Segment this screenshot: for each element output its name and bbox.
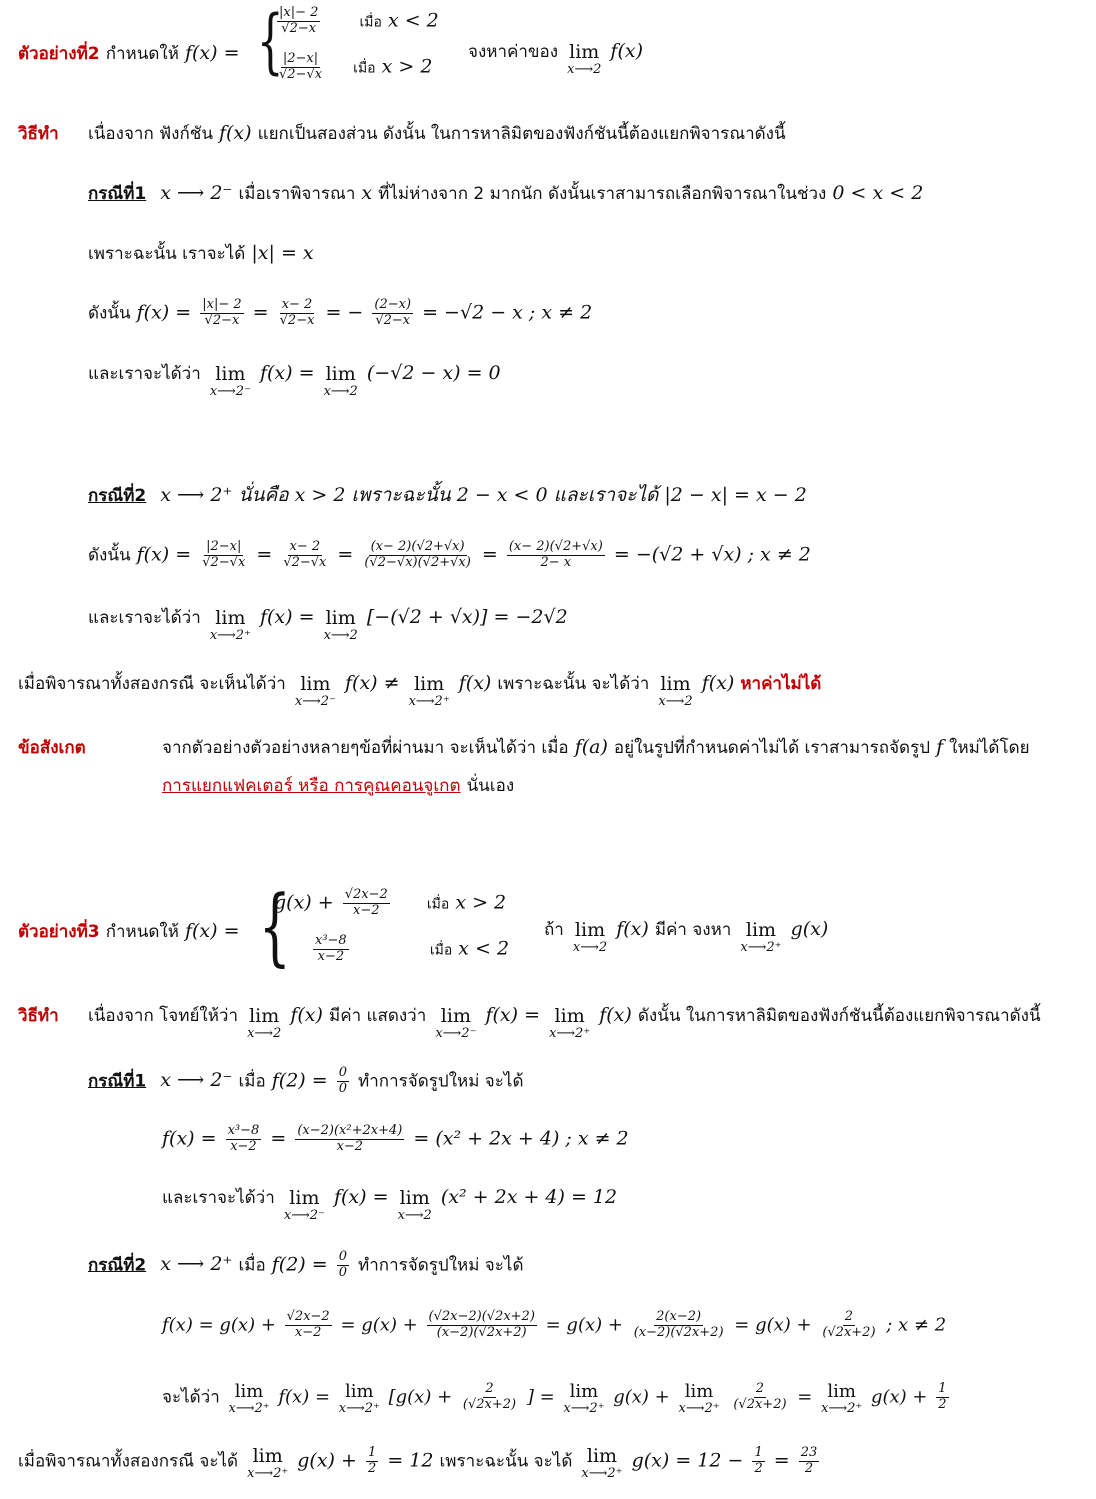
example2-case1-f1-num: |x|− 2: [202, 297, 242, 312]
example3-case1-e2-den: x−2: [336, 1138, 364, 1154]
example3-case1-e2-num: (x−2)(x²+2x+4): [297, 1123, 403, 1138]
example2-method-line: [18, 124, 59, 143]
example3-piecewise-brace: {: [258, 877, 291, 975]
example3-piece2-cond: x < 2: [458, 937, 510, 960]
example3-case2-lim4-sub: x⟶2⁺: [678, 1400, 720, 1416]
example3-case2-lim5-den: 2: [938, 1396, 947, 1412]
example2-case2-thus: ดังนั้น: [88, 545, 131, 566]
example2-case2-and: และเราจะได้ว่า: [88, 608, 201, 628]
example2-piece1-den: √2−x: [281, 20, 317, 36]
example3-case1-e1-den: x−2: [230, 1138, 257, 1154]
example3-case1-and: และเราจะได้ว่า: [162, 1188, 275, 1208]
example2-case2-f2-num: x− 2: [289, 539, 321, 554]
example2-case1-and: และเราจะได้ว่า: [88, 364, 201, 384]
example3-case1-lim-sub: x⟶2⁻: [283, 1207, 325, 1223]
example3-final-lim1-sub: x⟶2⁺: [247, 1465, 289, 1481]
example3-case1-lim2-sub: x⟶2: [397, 1207, 432, 1223]
example3-case1-limit: และเราจะได้ว่า lim x⟶2⁻ f(x) = lim x⟶2 (x² + 2x + 4) = 12: [162, 1186, 618, 1223]
example2-piece2-num: |2−x|: [282, 51, 319, 66]
example2-case2-lim2-expr: [−(√2 + √x)] = −2√2: [366, 606, 568, 628]
example2-concl-lim2-expr: f(x): [458, 672, 492, 694]
example2-fx-eq: f(x) =: [184, 42, 240, 64]
example3-case2-e3-num: 2(x−2): [656, 1309, 702, 1324]
example3-method-text: เนื่องจาก โจทย์ให้ว่า lim x⟶2 f(x) มีค่า แสดงว่า lim x⟶2⁻ f(x) = lim x⟶2⁺ f(x) ดังนั้น ในการหาลิมิตของฟังก์ชันนี้ต้องแยกพิจารณาดังนี้: [88, 1004, 1041, 1041]
example3-method-label-line: [18, 1006, 59, 1025]
example3-final-text-b: เพราะฉะนั้น จะได้: [439, 1451, 573, 1472]
example3-piece1-cond-word: เมื่อ: [426, 896, 450, 913]
example3-method-lim2-sub: x⟶2⁻: [435, 1025, 477, 1041]
example2-piece1: [274, 6, 439, 37]
example3-case2-lim2-num: 2: [485, 1381, 494, 1396]
example3-final-h-den: 2: [367, 1460, 377, 1476]
example2-case2-limit: และเราจะได้ว่า lim x⟶2⁺ f(x) = lim x⟶2 [−(√2 + √x)] = −2√2: [88, 606, 568, 643]
example3-find-lim-expr: g(x): [790, 918, 829, 940]
example3-final-h-num: 1: [367, 1445, 377, 1460]
note-label-line: [18, 738, 86, 757]
example3-case2-e4-num: 2: [844, 1309, 854, 1324]
example2-case1-lim2-expr: (−√2 − x) = 0: [366, 362, 501, 384]
note-line2: [162, 776, 514, 795]
example2-case2-line: [88, 486, 807, 505]
example3-piece1-den: x−2: [353, 902, 380, 918]
example3-final-eq12: = 12: [387, 1449, 434, 1472]
example2-case1-so: [88, 244, 314, 263]
example2-concl-lim3-sub: x⟶2: [658, 693, 693, 709]
example2-case1-text-a: เมื่อเราพิจารณา: [238, 184, 356, 204]
note-line1: [162, 738, 1030, 757]
example2-case1-f1-den: √2−x: [204, 312, 240, 328]
example3-case1-f2: f(2) =: [271, 1069, 328, 1092]
example3-if-lim-sub: x⟶2: [572, 939, 608, 955]
example2-case2-label: กรณีที่2: [88, 486, 147, 506]
example2-ask: [468, 42, 643, 76]
example3-case1-result: = (x² + 2x + 4) ; x ≠ 2: [413, 1127, 629, 1150]
example2-case1-line: [88, 184, 923, 203]
example3-case2-lim2-sub: x⟶2⁺: [338, 1400, 380, 1416]
example2-case1-thus: ดังนั้น: [88, 303, 131, 324]
example3-case2-text-b: ทำการจัดรูปใหม่ จะได้: [358, 1255, 524, 1276]
note-line2-red: การแยกแฟคเตอร์ หรือ การคูณคอนจูเกต: [162, 776, 461, 796]
example3-case2-f2: f(2) =: [271, 1253, 328, 1276]
example3-if-lim-expr: f(x): [616, 918, 649, 940]
example3-intro: กำหนดให้: [105, 922, 179, 942]
example3-final-h2-den: 2: [754, 1460, 763, 1476]
example2-ask-lim-sub: x⟶2: [567, 61, 602, 77]
example3-case2-e4-den: (√2x+2): [822, 1324, 876, 1340]
example3-case1-label: กรณีที่1: [88, 1071, 147, 1092]
example3-case2-e1-num: √2x−2: [286, 1309, 330, 1324]
example3-if-text: มีค่า จงหา: [654, 920, 732, 940]
example3-piece2: [310, 934, 509, 965]
example3-method-lim1-sub: x⟶2: [247, 1025, 282, 1041]
example3-method-lim3-expr: f(x): [599, 1004, 632, 1026]
example3-piece2-cond-word: เมื่อ: [429, 942, 453, 959]
example3-case2-approach: x ⟶ 2⁺: [160, 1253, 233, 1276]
example3-final-lim1-expr: g(x) +: [297, 1449, 357, 1472]
example3-method-text-b: มีค่า แสดงว่า: [328, 1006, 427, 1026]
example2-concl-text-a: เมื่อพิจารณาทั้งสองกรณี จะเห็นได้ว่า: [18, 674, 286, 694]
example2-case2-f4-den: 2− x: [540, 554, 572, 570]
example2-case1-limit: และเราจะได้ว่า lim x⟶2⁻ f(x) = lim x⟶2 (−√2 − x) = 0: [88, 362, 501, 399]
example3-final: เมื่อพิจารณาทั้งสองกรณี จะได้ lim x⟶2⁺ g(x) + $\frac{1}{2}$ = 12 เพราะฉะนั้น จะได้ lim x⟶2⁺ g(x) = 12 − $\frac{1}{2}$ = $\frac{23}{2}$: [18, 1445, 818, 1481]
example2-concl-text-b: เพราะฉะนั้น จะได้ว่า: [497, 674, 650, 694]
example3-case2-label: กรณีที่2: [88, 1255, 147, 1276]
example3-case2-e2-pre: = g(x) +: [340, 1314, 418, 1336]
example2-case2-text: x ⟶ 2⁺ นั่นคือ x > 2 เพราะฉะนั้น 2 − x < 0 และเราจะได้ |2 − x| = x − 2: [160, 484, 807, 506]
example3-case2-e2-den: (x−2)(√2x+2): [436, 1324, 527, 1340]
example3-piece1: [274, 888, 506, 919]
note-line1-fa: f(a): [574, 736, 608, 758]
example2-heading: ตัวอย่างที่2: [18, 44, 100, 64]
example3-method-lim2-expr: f(x) =: [485, 1004, 541, 1026]
example3-case1-text-a: เมื่อ: [238, 1071, 266, 1092]
note-line2-b: นั่นเอง: [466, 776, 515, 796]
example3-final-lim2-expr: g(x) = 12 −: [631, 1449, 744, 1472]
example2-case2-f1-num: |2−x|: [206, 539, 242, 554]
example2-case1-lim-sub: x⟶2⁻: [209, 383, 251, 399]
example2-case1-derivation: ดังนั้น f(x) = $\frac{|x|- 2}{√2-x}$ = $\frac{x- 2}{√2-x}$ = − $\frac{(2-x)}{√2-x}$ = −√2 − x ; x ≠ 2: [88, 297, 593, 328]
example2-case2-f1-den: √2−√x: [202, 554, 246, 570]
example2-intro: กำหนดให้: [105, 44, 179, 64]
example3-method-lim1-expr: f(x): [290, 1004, 323, 1026]
example2-case1-f2-den: √2−x: [279, 312, 315, 328]
example2-case1-approach: x ⟶ 2⁻: [160, 182, 233, 204]
example3-heading: ตัวอย่างที่3: [18, 922, 100, 942]
note-line1-a: จากตัวอย่างตัวอย่างหลายๆข้อที่ผ่านมา จะเห็นได้ว่า เมื่อ: [162, 738, 569, 758]
example3-final-eq: =: [773, 1449, 790, 1472]
example3-case2-e4-pre: = g(x) +: [734, 1314, 812, 1336]
example2-case1-lim-expr: f(x) =: [259, 362, 315, 384]
example2-case1-so-expr: |x| = x: [251, 242, 314, 264]
example3-case1-e1-num: x³−8: [227, 1123, 260, 1138]
example3-case2-e2-num: (√2x−2)(√2x+2): [428, 1309, 535, 1324]
example2-case1-result: = −√2 − x ; x ≠ 2: [422, 301, 593, 324]
example2-case1-so-text: เพราะฉะนั้น เราจะได้: [88, 244, 246, 264]
example3-case1-f: f(x) =: [162, 1127, 217, 1150]
example2-case2-f3-num: (x− 2)(√2+√x): [370, 539, 465, 554]
example2-case2-result: = −(√2 + √x) ; x ≠ 2: [613, 543, 811, 566]
example2-piece1-num: |x|− 2: [279, 5, 319, 20]
example2-case2-lim-sub: x⟶2⁺: [209, 627, 251, 643]
example3-case2-e3-pre: = g(x) +: [545, 1314, 623, 1336]
example2-heading-line: [18, 44, 240, 63]
example3-case2-line: [88, 1250, 524, 1281]
example3-piece1-a: g(x) +: [274, 891, 334, 914]
example2-method-text: [88, 124, 786, 143]
example3-case2-lim3-sub: x⟶2⁺: [563, 1400, 605, 1416]
example3-case2-limit: จะได้ว่า lim x⟶2⁺ f(x) = lim x⟶2⁺ [g(x) + $\frac{2}{(√2x+2)}$ ] = lim x⟶2⁺ g(x) + lim x⟶2⁺ $\frac{2}{(√2x+2)}$ = lim x⟶2⁺ g(x) + $\frac{1}{2}$: [162, 1381, 947, 1416]
example3-case2-lim-expr: f(x) =: [278, 1386, 331, 1408]
example2-piece2-den: √2−√x: [279, 66, 323, 82]
example3-case2-lim5-pre: =: [797, 1386, 813, 1408]
example3-case2-f: f(x) = g(x) +: [162, 1314, 276, 1336]
example3-heading-line: [18, 922, 240, 941]
example3-case2-lim5-sub: x⟶2⁺: [821, 1400, 863, 1416]
example3-case2-lim4-num: 2: [755, 1381, 765, 1396]
example2-case1-lim2-sub: x⟶2: [323, 383, 358, 399]
example3-case1-f2-num: 0: [338, 1065, 347, 1080]
example3-case2-lim2-post: ] =: [526, 1386, 555, 1408]
example2-case2-f2-den: √2−√x: [283, 554, 327, 570]
example2-case2-f: f(x) =: [136, 543, 192, 566]
example2-case1-range: 0 < x < 2: [832, 182, 924, 204]
example3-case2-e3-den: (x−2)(√2x+2): [633, 1324, 724, 1340]
example2-piecewise-brace: {: [256, 0, 284, 82]
example3-piece1-cond: x > 2: [455, 891, 507, 914]
example3-case2-lim5-expr: g(x) +: [870, 1386, 928, 1408]
example2-ask-lim-word: lim: [569, 41, 600, 63]
note-label: ข้อสังเกต: [18, 738, 86, 758]
example3-fx-eq: f(x) =: [184, 920, 240, 942]
example2-method-fx: f(x): [218, 122, 252, 144]
example2-concl-lim1-sub: x⟶2⁻: [294, 693, 336, 709]
example3-method-label: วิธีทำ: [18, 1006, 59, 1026]
example3-case2-text-a: เมื่อ: [238, 1255, 266, 1276]
example3-case2-lim2-den: (√2x+2): [462, 1396, 517, 1412]
example2-piece2-cond-word: เมื่อ: [353, 60, 376, 77]
example3-method-lim3-sub: x⟶2⁺: [549, 1025, 591, 1041]
example3-find-lim-sub: x⟶2⁺: [740, 939, 782, 955]
example2-case2-derivation: ดังนั้น f(x) = $\frac{|2-x|}{√2-√x}$ = $\frac{x- 2}{√2-√x}$ = $\frac{(x- 2)(√2+√x)}{(√2-√x)(√2+√x)}$ = $\frac{(x- 2)(√2+√x)}{2- x}$ = −(√2 + √x) ; x ≠ 2: [88, 539, 811, 570]
example3-final-h2-num: 1: [754, 1445, 763, 1460]
example2-method-label: วิธีทำ: [18, 124, 59, 144]
example3-case1-lim2-expr: (x² + 2x + 4) = 12: [440, 1186, 618, 1208]
example2-concl-red: หาค่าไม่ได้: [740, 674, 822, 694]
example3-case2-derivation: [162, 1310, 946, 1341]
note-line1-f: f: [936, 736, 944, 758]
example2-piece1-cond: x < 2: [387, 9, 439, 32]
example3-final-text-a: เมื่อพิจารณาทั้งสองกรณี จะได้: [18, 1451, 239, 1472]
example3-case2-lim4-den: (√2x+2): [733, 1396, 787, 1412]
example2-ask-lim-expr: f(x): [610, 40, 643, 62]
example3-case2-lim3-expr: g(x) +: [613, 1386, 670, 1408]
example3-case2-lim5-num: 1: [938, 1381, 947, 1396]
example2-case1-f3-num: (2−x): [374, 297, 412, 312]
example2-conclusion: เมื่อพิจารณาทั้งสองกรณี จะเห็นได้ว่า lim x⟶2⁻ f(x) ≠ lim x⟶2⁺ f(x) เพราะฉะนั้น จะได้ว่า lim x⟶2 f(x) หาค่าไม่ได้: [18, 672, 822, 709]
example3-final-ans-den: 2: [804, 1460, 814, 1476]
example2-case1-f3-den: √2−x: [375, 312, 411, 328]
example3-case1-lim-expr: f(x) =: [333, 1186, 389, 1208]
example2-method-text-b: แยกเป็นสองส่วน ดังนั้น ในการหาลิมิตของฟังก์ชันนี้ต้องแยกพิจารณาดังนี้: [257, 124, 786, 144]
example3-ask: ถ้า lim x⟶2 f(x) มีค่า จงหา lim x⟶2⁺ g(x): [544, 918, 829, 955]
example2-concl-lim2-sub: x⟶2⁺: [408, 693, 450, 709]
example3-piece1-num: √2x−2: [344, 887, 388, 902]
example2-case2-f3-den: (√2−√x)(√2+√x): [364, 554, 471, 570]
example2-case1-text-b: ที่ไม่ห่างจาก 2 มากนัก ดังนั้นเราสามารถเลือกพิจารณาในช่วง: [378, 184, 827, 204]
example3-method-text-c: ดังนั้น ในการหาลิมิตของฟังก์ชันนี้ต้องแยกพิจารณาดังนี้: [637, 1006, 1041, 1026]
example2-case1-label: กรณีที่1: [88, 184, 147, 204]
example2-piece1-cond-word: เมื่อ: [359, 14, 382, 31]
example2-case2-lim2-sub: x⟶2: [323, 627, 358, 643]
example3-case1-derivation: f(x) = $\frac{\text{x³−8}}{x-2}$ = $\frac{\text{(x−2)(x²+2x+4)}}{x-2}$ = (x² + 2x + 4) ; x ≠ 2: [162, 1123, 629, 1154]
example2-method-text-a: เนื่องจาก ฟังก์ชัน: [88, 124, 213, 144]
example3-final-ans-num: 23: [800, 1445, 818, 1460]
example3-if-word: ถ้า: [544, 920, 564, 940]
example2-case2-lim-expr: f(x) =: [259, 606, 315, 628]
example3-case1-approach: x ⟶ 2⁻: [160, 1069, 233, 1092]
example2-case1-x: x: [361, 182, 373, 204]
note-line1-c: ใหม่ได้โดย: [949, 738, 1030, 758]
example3-final-lim2-sub: x⟶2⁺: [581, 1465, 623, 1481]
example3-case2-e1-den: x−2: [294, 1324, 322, 1340]
example2-concl-lim3-expr: f(x): [701, 672, 735, 694]
example3-case2-e4-post: ; x ≠ 2: [886, 1314, 947, 1336]
example2-concl-lim1-expr: f(x) ≠: [345, 672, 400, 694]
example2-piece2-cond: x > 2: [381, 55, 433, 78]
example3-case1-line: [88, 1066, 524, 1097]
example3-piece2-num: x³−8: [315, 933, 347, 948]
example3-case2-f2-den: 0: [338, 1264, 347, 1280]
example2-ask-text: จงหาค่าของ: [468, 42, 559, 62]
example3-case2-lim-sub: x⟶2⁺: [228, 1400, 270, 1416]
example2-piece2: [274, 52, 432, 83]
example3-case2-lim2-pre: [g(x) +: [388, 1386, 453, 1408]
example3-case1-text-b: ทำการจัดรูปใหม่ จะได้: [358, 1071, 524, 1092]
note-line1-b: อยู่ในรูปที่กำหนดค่าไม่ได้ เราสามารถจัดรูป: [613, 738, 931, 758]
example3-method-text-a: เนื่องจาก โจทย์ให้ว่า: [88, 1006, 239, 1026]
example2-case2-f4-num: (x− 2)(√2+√x): [508, 539, 603, 554]
example3-case2-get: จะได้ว่า: [162, 1387, 220, 1408]
example2-case1-f: f(x) =: [136, 301, 192, 324]
example2-case1-f2-num: x− 2: [281, 297, 313, 312]
example3-case2-f2-num: 0: [338, 1249, 347, 1264]
example3-case1-f2-den: 0: [338, 1080, 347, 1096]
example3-piece2-den: x−2: [317, 948, 345, 964]
